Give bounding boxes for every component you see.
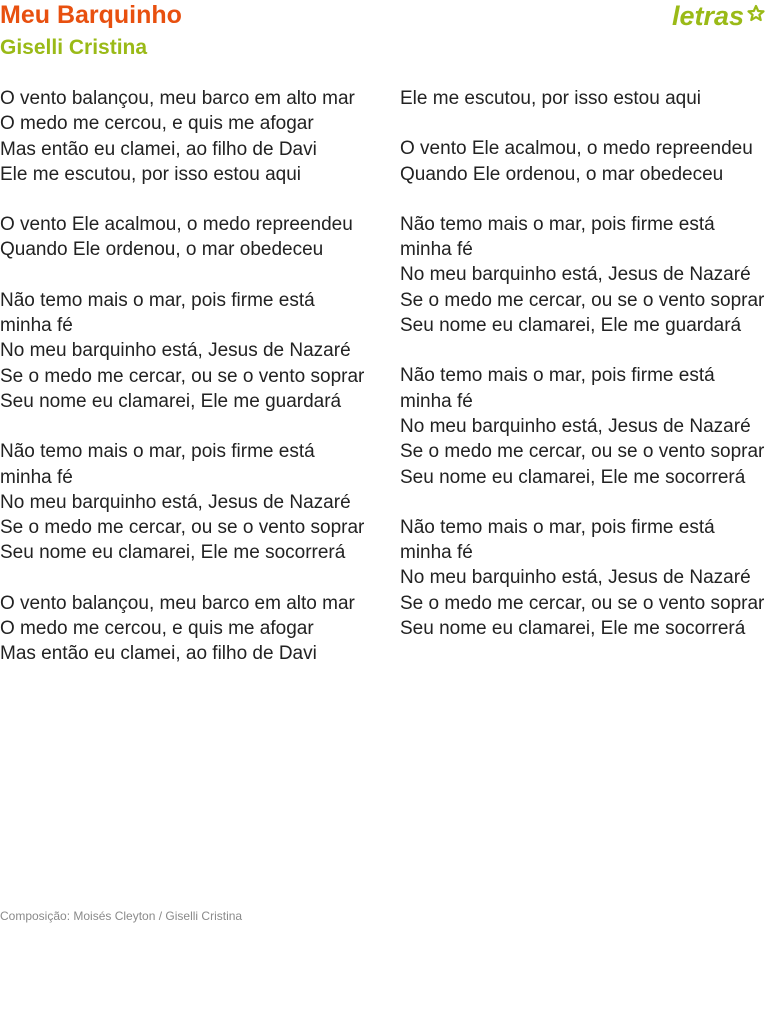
lyric-line: Se o medo me cercar, ou se o vento soprar <box>400 441 765 463</box>
lyric-line: No meu barquinho está, Jesus de Nazaré <box>400 264 751 286</box>
star-icon <box>749 6 764 20</box>
lyric-line: Seu nome eu clamarei, Ele me socorrerá <box>400 618 746 640</box>
lyric-line: O vento balançou, meu barco em alto mar <box>0 88 355 109</box>
lyric-line: Mas então eu clamei, ao filho de Davi <box>0 138 317 160</box>
lyrics-stanza <box>400 136 765 187</box>
letras-logo-icon <box>670 0 768 34</box>
lyrics-stanza <box>0 212 365 263</box>
lyrics-stanza <box>0 86 365 187</box>
lyric-line: Se o medo me cercar, ou se o vento soprar <box>0 517 365 539</box>
lyric-line: Mas então eu clamei, ao filho de Davi <box>0 643 317 665</box>
lyric-line: Ele me escutou, por isso estou aqui <box>400 88 702 109</box>
lyric-line: Quando Ele ordenou, o mar obedeceu <box>0 239 324 261</box>
lyric-line: Não temo mais o mar, pois firme está minha fé <box>400 365 715 412</box>
lyric-line: Ele me escutou, por isso estou aqui <box>0 163 302 185</box>
lyric-line: O medo me cercou, e quis me afogar <box>0 618 314 640</box>
lyric-line: O vento Ele acalmou, o medo repreendeu <box>400 138 753 160</box>
lyrics-stanza <box>400 363 765 489</box>
lyric-line: No meu barquinho está, Jesus de Nazaré <box>400 567 751 589</box>
lyric-line: Não temo mais o mar, pois firme está minha fé <box>400 213 715 261</box>
lyric-line: Seu nome eu clamarei, Ele me guardará <box>0 390 342 412</box>
artist-name: Giselli Cristina <box>0 36 148 59</box>
lyric-line: Se o medo me cercar, ou se o vento soprar <box>0 365 365 387</box>
lyric-line: O medo me cercou, e quis me afogar <box>0 113 314 135</box>
lyrics-column-right <box>400 86 765 666</box>
lyric-line: Seu nome eu clamarei, Ele me socorrerá <box>0 542 346 564</box>
song-title: Meu Barquinho <box>0 1 182 29</box>
lyric-line: No meu barquinho está, Jesus de Nazaré <box>0 340 351 362</box>
lyrics-stanza <box>400 515 765 641</box>
lyrics-stanza <box>0 439 365 565</box>
composer-credit: Composição: Moisés Cleyton / Giselli Cristina <box>0 909 243 923</box>
lyric-line: O vento balançou, meu barco em alto mar <box>0 592 355 614</box>
lyric-line: Não temo mais o mar, pois firme está minha fé <box>0 441 315 488</box>
lyrics-stanza <box>400 86 765 111</box>
lyric-line: Seu nome eu clamarei, Ele me socorrerá <box>400 466 746 488</box>
lyric-line: Se o medo me cercar, ou se o vento soprar <box>400 289 765 311</box>
lyric-line: O vento Ele acalmou, o medo repreendeu <box>0 214 353 236</box>
lyrics-stanza <box>400 212 765 338</box>
lyric-line: No meu barquinho está, Jesus de Nazaré <box>0 491 351 513</box>
letras-logo[interactable] <box>670 0 768 34</box>
lyric-line: Não temo mais o mar, pois firme está minha fé <box>0 289 315 337</box>
lyrics-column-left <box>0 86 365 692</box>
lyrics-stanza <box>0 591 365 667</box>
lyric-line: Quando Ele ordenou, o mar obedeceu <box>400 163 724 185</box>
letras-logo-text: letras <box>672 1 745 31</box>
lyric-line: No meu barquinho está, Jesus de Nazaré <box>400 415 751 437</box>
lyric-line: Não temo mais o mar, pois firme está minha fé <box>400 516 715 564</box>
lyric-line: Seu nome eu clamarei, Ele me guardará <box>400 315 742 337</box>
lyrics-stanza <box>0 288 365 414</box>
lyric-line: Se o medo me cercar, ou se o vento soprar <box>400 592 765 614</box>
